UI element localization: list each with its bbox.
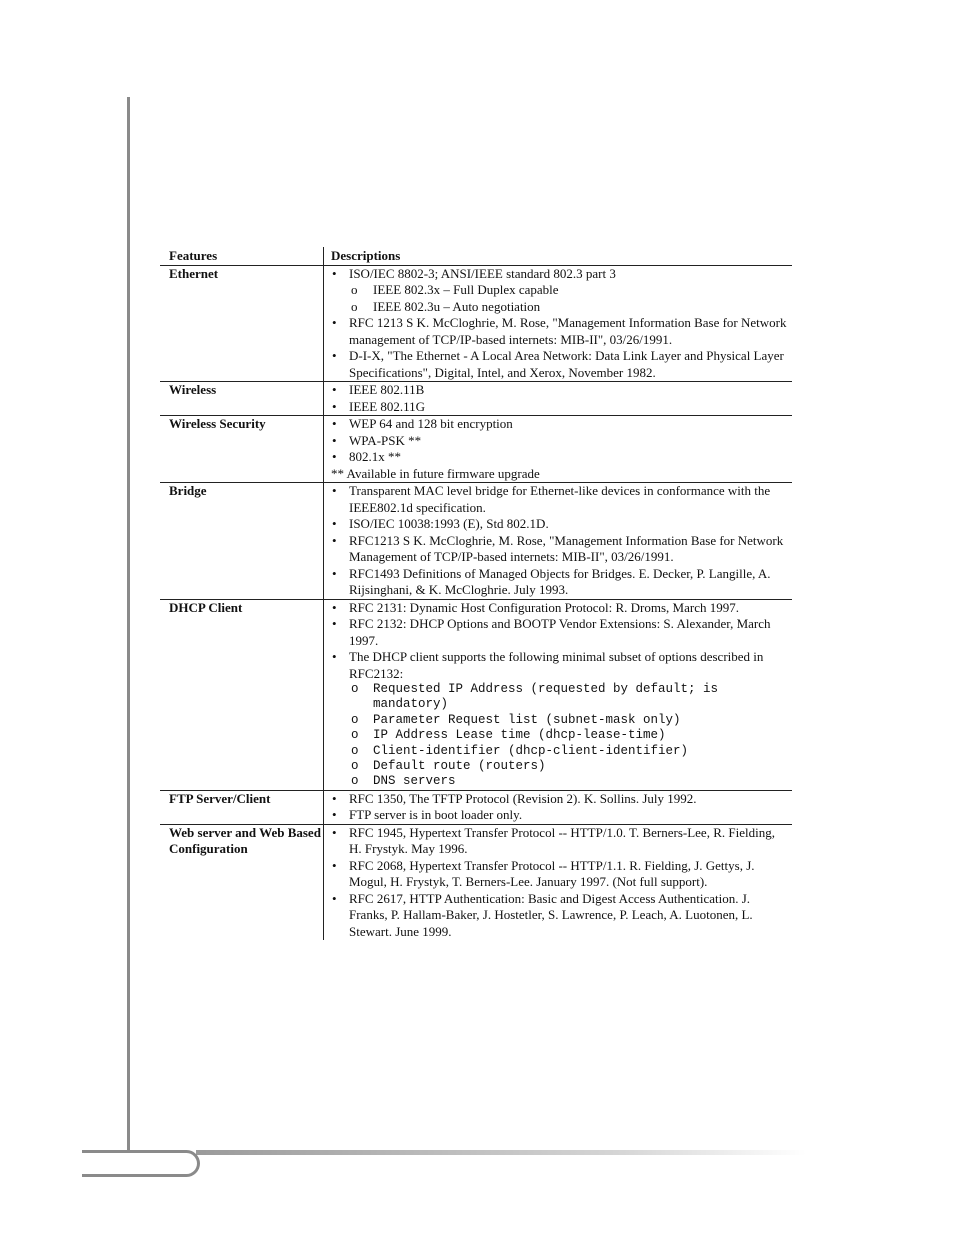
sub-bullet-item: o IEEE 802.3u – Auto negotiation [331,299,788,316]
bullet-item: • The DHCP client supports the following minimal subset of options described in RFC2132: [331,649,788,682]
table-row [160,599,792,790]
sub-bullet-item: o Parameter Request list (subnet-mask only) [331,713,788,728]
table-header-row [160,247,792,265]
bullet-item: • IEEE 802.11B [331,382,788,399]
description-cell [324,265,793,382]
feature-cell: Wireless Security [160,416,324,483]
table-row [160,416,792,483]
feature-cell: Wireless [160,382,324,416]
bullet-item: • IEEE 802.11G [331,399,788,416]
sub-bullet-item: o Client-identifier (dhcp-client-identifier) [331,744,788,759]
bullet-item: • D-I-X, "The Ethernet - A Local Area Network: Data Link Layer and Physical Layer Specifications", Digital, Intel, and Xerox, November 1982. [331,348,788,381]
feature-cell: Bridge [160,483,324,600]
bullet-item: • RFC 2068, Hypertext Transfer Protocol -- HTTP/1.1. R. Fielding, J. Gettys, J. Mogul, H. Frystyk, T. Berners-Lee. January 1997. (Not full support). [331,858,788,891]
features-table [160,247,792,940]
page-number-tab [82,1150,200,1177]
sub-bullet-item: o Requested IP Address (requested by default; is mandatory) [331,682,788,713]
bullet-item: • 802.1x ** [331,449,788,466]
bullet-item: • RFC 1350, The TFTP Protocol (Revision 2). K. Sollins. July 1992. [331,791,788,808]
sub-bullet-item: o IEEE 802.3x – Full Duplex capable [331,282,788,299]
table-row [160,382,792,416]
table-row [160,265,792,382]
bullet-item: • ISO/IEC 10038:1993 (E), Std 802.1D. [331,516,788,533]
feature-cell: DHCP Client [160,599,324,790]
table-row [160,790,792,824]
bullet-item: • RFC 2131: Dynamic Host Configuration Protocol: R. Droms, March 1997. [331,600,788,617]
feature-cell: Ethernet [160,265,324,382]
bullet-item: • FTP server is in boot loader only. [331,807,788,824]
margin-rule [127,97,130,1151]
bullet-item: • WEP 64 and 128 bit encryption [331,416,788,433]
description-cell [324,483,793,600]
description-cell [324,599,793,790]
footer-rule [196,1150,806,1155]
header-descriptions: Descriptions [331,248,401,263]
bullet-item: • RFC 2132: DHCP Options and BOOTP Vendor Extensions: S. Alexander, March 1997. [331,616,788,649]
description-cell [324,416,793,483]
sub-bullet-item: o IP Address Lease time (dhcp-lease-time) [331,728,788,743]
feature-cell: Web server and Web Based Configuration [160,824,324,940]
description-cell [324,382,793,416]
footnote: ** Available in future firmware upgrade [331,465,540,481]
header-features: Features [160,247,324,265]
bullet-item: • RFC1213 S K. McCloghrie, M. Rose, "Management Information Base for Network Management of TCP/IP-based internets: MIB-II", 03/26/1991. [331,533,788,566]
description-cell [324,790,793,824]
sub-bullet-item: o DNS servers [331,774,788,789]
feature-cell: FTP Server/Client [160,790,324,824]
bullet-item: • Transparent MAC level bridge for Ethernet-like devices in conformance with the IEEE802.1d specification. [331,483,788,516]
bullet-item: • RFC 2617, HTTP Authentication: Basic and Digest Access Authentication. J. Franks, P. Hallam-Baker, J. Hostetler, S. Lawrence, P. Leach, A. Luotonen, L. Stewart. June 1999. [331,891,788,941]
bullet-item: • RFC 1945, Hypertext Transfer Protocol -- HTTP/1.0. T. Berners-Lee, R. Fielding, H. Frystyk. May 1996. [331,825,788,858]
bullet-item: • WPA-PSK ** [331,433,788,450]
table-row [160,483,792,600]
sub-bullet-item: o Default route (routers) [331,759,788,774]
bullet-item: • RFC1493 Definitions of Managed Objects for Bridges. E. Decker, P. Langille, A. Rijsinghani, & K. McCloghrie. July 1993. [331,566,788,599]
description-cell [324,824,793,940]
bullet-item: • RFC 1213 S K. McCloghrie, M. Rose, "Management Information Base for Network management of TCP/IP-based internets: MIB-II", 03/26/1991. [331,315,788,348]
table-row [160,824,792,940]
bullet-item: • ISO/IEC 8802-3; ANSI/IEEE standard 802.3 part 3 [331,266,788,283]
